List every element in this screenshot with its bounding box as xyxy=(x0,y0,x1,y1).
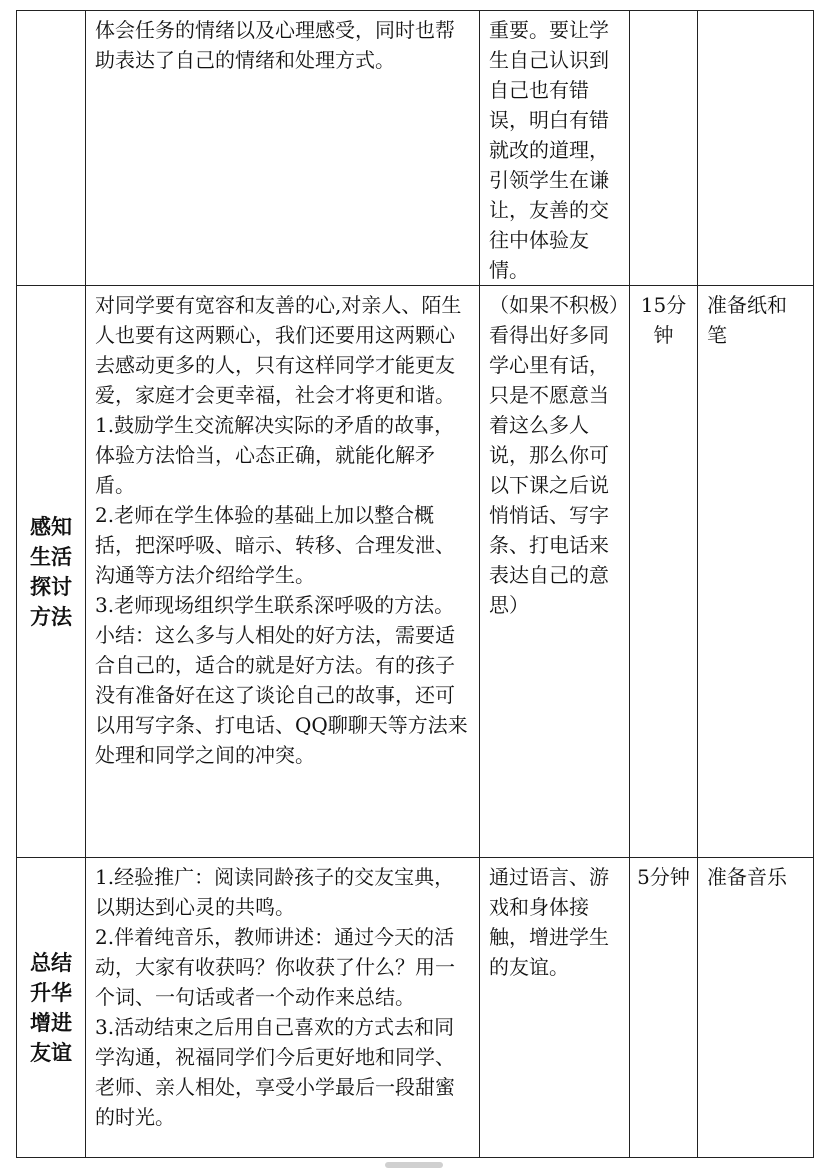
table-row xyxy=(17,286,814,858)
process-text: 1.经验推广：阅读同龄孩子的交友宝典，以期达到心灵的共鸣。 xyxy=(95,865,455,919)
prep-cell: 准备纸和笔 xyxy=(698,286,814,858)
process-text: 2.老师在学生体验的基础上加以整合概括，把深呼吸、暗示、转移、合理发泄、沟通等方法介绍给学生。 xyxy=(95,503,455,587)
prep-cell: 准备音乐 xyxy=(698,858,814,1158)
lesson-plan-table xyxy=(16,10,814,1158)
time-cell: 15分钟 xyxy=(630,286,698,858)
table-row xyxy=(17,11,814,286)
process-cell xyxy=(86,11,480,286)
intent-cell: 重要。要让学生自己认识到自己也有错误，明白有错就改的道理，引领学生在谦让，友善的交往中体验友情。 xyxy=(480,11,630,286)
process-cell xyxy=(86,858,480,1158)
stage-cell: 感知生活探讨方法 xyxy=(17,286,86,858)
time-cell: 5分钟 xyxy=(630,858,698,1158)
process-text: 体会任务的情绪以及心理感受，同时也帮助表达了自己的情绪和处理方式。 xyxy=(95,18,455,72)
process-text: 对同学要有宽容和友善的心,对亲人、陌生人也要有这两颗心，我们还要用这两颗心去感动更多的人，只有这样同学才能更友爱，家庭才会更幸福，社会才将更和谐。 xyxy=(95,293,462,407)
table-row xyxy=(17,858,814,1158)
process-text: 1.鼓励学生交流解决实际的矛盾的故事，体验方法恰当，心态正确，就能化解矛盾。 xyxy=(95,413,455,497)
horizontal-scrollbar[interactable] xyxy=(385,1162,443,1168)
process-text: 2.伴着纯音乐，教师讲述：通过今天的活动，大家有收获吗？你收获了什么？用一个词、一句话或者一个动作来总结。 xyxy=(95,925,455,1009)
intent-cell: 通过语言、游戏和身体接触，增进学生的友谊。 xyxy=(480,858,630,1158)
intent-cell: （如果不积极）看得出好多同学心里有话，只是不愿意当着这么多人说，那么你可以下课之后说悄悄话、写字条、打电话来表达自己的意思） xyxy=(480,286,630,858)
process-text: 3.老师现场组织学生联系深呼吸的方法。 xyxy=(95,593,455,617)
process-text: 小结：这么多与人相处的好方法，需要适合自己的，适合的就是好方法。有的孩子没有准备好在这了谈论自己的故事，还可以用写字条、打电话、QQ聊聊天等方法来处理和同学之间的冲突。 xyxy=(95,623,468,767)
stage-cell: 总结升华增进友谊 xyxy=(17,858,86,1158)
stage-cell xyxy=(17,11,86,286)
process-text: 3.活动结束之后用自己喜欢的方式去和同学沟通，祝福同学们今后更好地和同学、老师、亲人相处，享受小学最后一段甜蜜的时光。 xyxy=(95,1015,455,1129)
prep-cell xyxy=(698,11,814,286)
time-cell xyxy=(630,11,698,286)
process-cell xyxy=(86,286,480,858)
